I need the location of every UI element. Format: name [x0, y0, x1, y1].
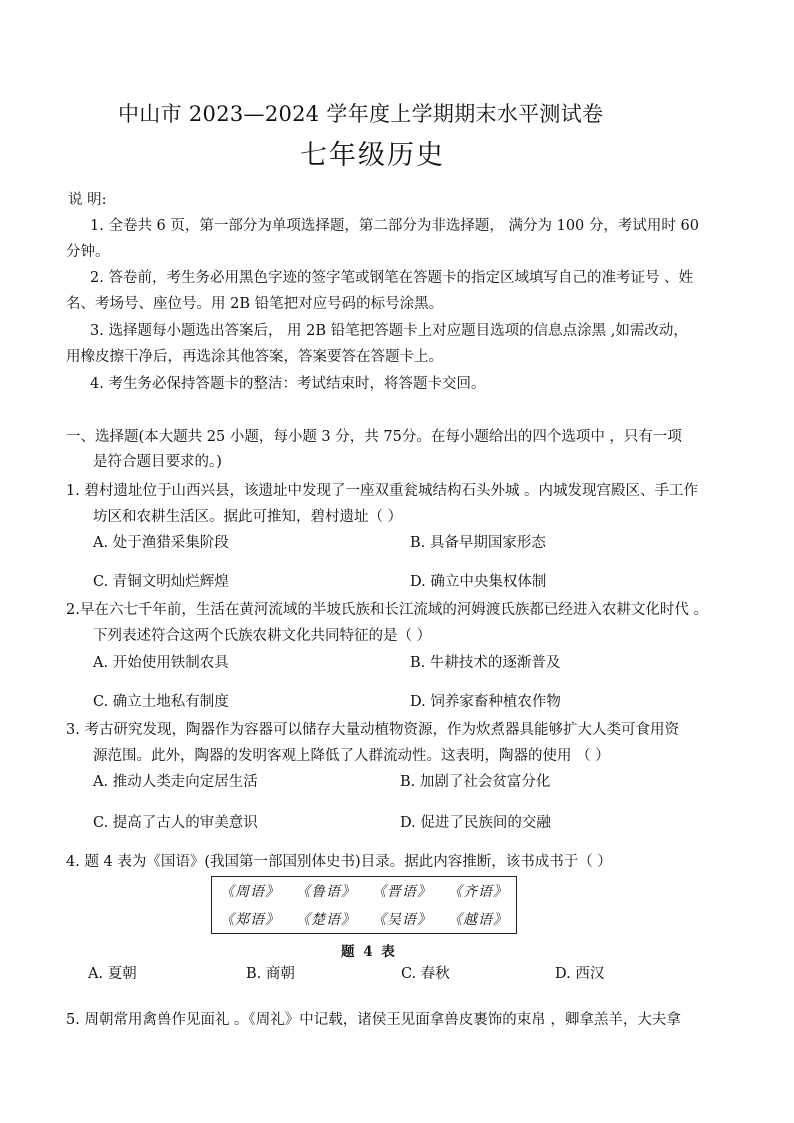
- table-row: [212, 905, 517, 934]
- q4-option-c: C. 春秋: [401, 966, 450, 982]
- q1-stem-line-1: 1. 碧村遗址位于山西兴县，该遗址中发现了一座双重瓮城结构石头外城 。内城发现宫殿区、手工作: [66, 483, 699, 499]
- q3-stem-line-2: 源范围。此外，陶器的发明客观上降低了人群流动性。这表明，陶器的使用 （ ）: [93, 748, 610, 764]
- q1-option-a: A. 处于渔猎采集阶段: [93, 535, 229, 551]
- instructions-heading: 说 明:: [68, 192, 107, 208]
- guoyu-contents-table: [211, 876, 517, 934]
- q3-option-d: D. 促进了民族间的交融: [400, 815, 551, 831]
- q4-option-b: B. 商朝: [246, 966, 295, 982]
- table-cell: 《吴语》: [371, 912, 432, 928]
- q2-stem-line-1: 2.早在六七千年前，生活在黄河流域的半坡氏族和长江流域的河姆渡氏族都已经进入农耕文化时代 。: [66, 602, 708, 618]
- instruction-3-line-2: 用橡皮擦干净后，再选涂其他答案，答案要答在答题卡上。: [66, 349, 443, 365]
- q1-option-d: D. 确立中央集权体制: [410, 574, 547, 590]
- q5-stem-line-1: 5. 周朝常用禽兽作见面礼 。《周礼》中记载，诸侯王见面拿兽皮裹饰的束帛 ，卿拿羔羊，大夫拿: [66, 1012, 681, 1028]
- instruction-2-line-2: 名、考场号、座位号。用 2B 铅笔把对应号码的标号涂黑。: [66, 296, 444, 312]
- q4-option-a: A. 夏朝: [88, 966, 137, 982]
- q1-stem-line-2: 坊区和农耕生活区。据此可推知，碧村遗址（ ）: [93, 509, 403, 525]
- q2-option-b: B. 牛耕技术的逐渐普及: [410, 655, 561, 671]
- table-cell: 《齐语》: [447, 884, 508, 900]
- table-cell: 《鲁语》: [296, 884, 357, 900]
- table-cell: 《郑语》: [220, 912, 281, 928]
- table-row: [212, 877, 517, 906]
- table-cell: 《越语》: [447, 912, 508, 928]
- instruction-3-line-1: 3. 选择题每小题选出答案后， 用 2B 铅笔把答题卡上对应题目选项的信息点涂黑 ,如需改动，: [90, 323, 688, 339]
- instruction-1-line-1: 1. 全卷共 6 页，第一部分为单项选择题，第二部分为非选择题， 满分为 100 分，考试用时 60: [90, 218, 699, 234]
- q3-option-c: C. 提高了古人的审美意识: [93, 815, 258, 831]
- q4-option-d: D. 西汉: [555, 966, 605, 982]
- q2-option-c: C. 确立土地私有制度: [93, 694, 229, 710]
- q2-option-d: D. 饲养家畜种植农作物: [410, 694, 561, 710]
- instruction-4: 4. 考生务必保持答题卡的整洁：考试结束时，将答题卡交回。: [90, 376, 486, 392]
- exam-title: 中山市 2023—2024 学年度上学期期末水平测试卷: [118, 102, 604, 126]
- table-cell: 《周语》: [220, 884, 281, 900]
- q3-option-b: B. 加剧了社会贫富分化: [400, 774, 551, 790]
- q1-option-c: C. 青铜文明灿烂辉煌: [93, 574, 229, 590]
- section-1-line-2: 是符合题目要求的。): [93, 454, 222, 470]
- table-cell: 《楚语》: [296, 912, 357, 928]
- q3-stem-line-1: 3. 考古研究发现，陶器作为容器可以储存大量动植物资源，作为炊煮器具能够扩大人类可食用资: [66, 722, 679, 738]
- instruction-2-line-1: 2. 答卷前，考生务必用黑色字迹的签字笔或钢笔在答题卡的指定区域填写自己的准考证号 、姓: [90, 270, 694, 286]
- table-caption: 题 4 表: [341, 944, 397, 960]
- exam-subtitle: 七年级历史: [300, 140, 445, 171]
- instruction-1-line-2: 分钟。: [66, 244, 110, 260]
- q4-stem-line-1: 4. 题 4 表为《国语》(我国第一部国别体史书)目录。据此内容推断，该书成书于（ ）: [66, 854, 612, 870]
- q1-option-b: B. 具备早期国家形态: [410, 535, 546, 551]
- q3-option-a: A. 推动人类走向定居生活: [93, 774, 258, 790]
- q2-stem-line-2: 下列表述符合这两个氏族农耕文化共同特征的是（ ）: [93, 628, 432, 644]
- q2-option-a: A. 开始使用铁制农具: [93, 655, 229, 671]
- section-1-line-1: 一、选择题(本大题共 25 小题，每小题 3 分，共 75分。在每小题给出的四个选项中 ，只有一项: [66, 429, 682, 445]
- table-cell: 《晋语》: [371, 884, 432, 900]
